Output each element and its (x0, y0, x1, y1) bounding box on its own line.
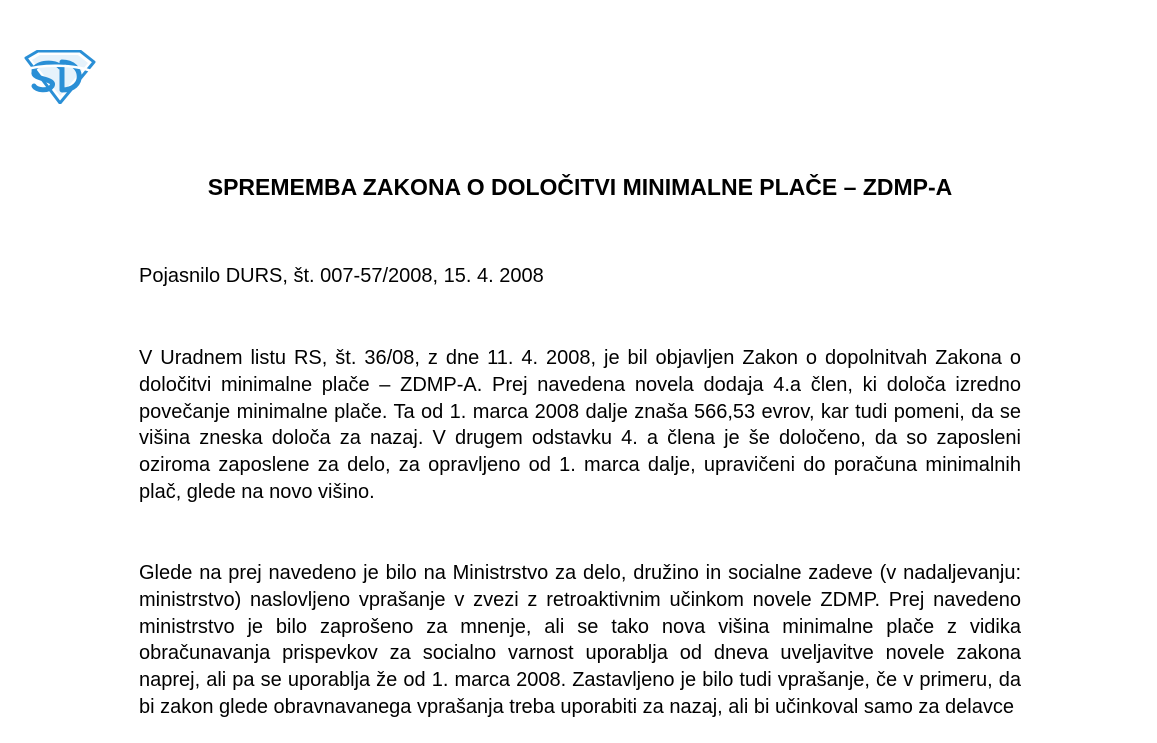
paragraph: V Uradnem listu RS, št. 36/08, z dne 11. 4. 2008, je bil objavljen Zakon o dopolnitvah Zakona o določitvi minimalne plače – ZDMP-A. Prej navedena novela dodaja 4.a člen, ki določa izredno povečanje minimalne plače. Ta od 1. marca 2008 dalje znaša 566,53 evrov, kar tudi pomeni, da se višina zneska določa za nazaj. V drugem odstavku 4. a člena je še določeno, da so zaposleni oziroma zaposlene za delo, za opravljeno od 1. marca dalje, upravičeni do poračuna minimalnih plač, glede na novo višino. (139, 347, 1021, 503)
paragraph: Glede na prej navedeno je bilo na Ministrstvo za delo, družino in socialne zadeve (v nadaljevanju: ministrstvo) naslovljeno vprašanje v zvezi z retroaktivnim učinkom novele ZDMP. Prej navedeno ministrstvo je bilo zaprošeno za mnenje, ali se tako nova višina minimalne plače z vidika obračunavanja prispevkov za socialno varnost uporablja od dneva uveljavitve novele zakona naprej, ali pa se uporablja že od 1. marca 2008. Zastavljeno je bilo tudi vprašanje, če v primeru, da bi zakon glede obravnavanega vprašanja treba uporabiti za nazaj, ali bi učinkoval samo za delavce (139, 562, 1021, 718)
document-reference: Pojasnilo DURS, št. 007-57/2008, 15. 4. 2008 (139, 265, 544, 287)
sd-logo-icon (22, 50, 96, 104)
page-title: SPREMEMBA ZAKONA O DOLOČITVI MINIMALNE PLAČE – ZDMP-A (207, 174, 953, 200)
